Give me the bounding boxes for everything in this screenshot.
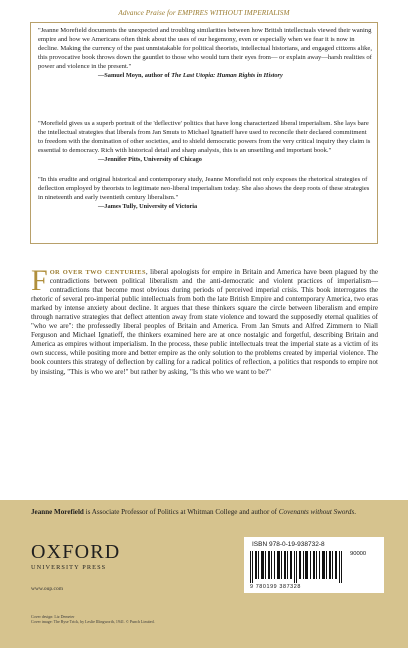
publisher-logo <box>31 542 121 571</box>
praise-quote-1-text: "Jeanne Morefield documents the unexpected and troubling similarities between how British intellectuals viewed their waning empire and how we Americans often think about the uses of our hegemony, even or especially when we fear it is now in decline. Making the currency of the past unmistakable for political theorists, intellectual historians, and engaged citizens alike, this provocative book throws down the gauntlet to those who would turn their eyes from— or explain away—harsh realities of power and violence in the present." <box>38 27 372 70</box>
praise-quote-2-text: "Morefield gives us a superb portrait of the 'deflective' politics that have long characterized liberal imperialism. She lays bare the intellectual strategies that liberals from Jan Smuts to Michael Ignatieff have used to reconcile their declared commitment to freedom with the domination of other societies, and to shield democratic powers from the very critical inquiry they claim is essential to democracy. Rich with historical detail and sharp analysis, this is an unsettling and important book." <box>38 120 371 154</box>
praise-header <box>0 9 408 17</box>
book-description <box>31 264 378 377</box>
barcode-icon <box>250 551 346 583</box>
praise-header-prefix: Advance Praise for <box>118 9 178 17</box>
barcode-digits: 9 780199 387328 <box>250 584 301 590</box>
cover-credits <box>31 614 281 624</box>
cover-image-credit: Cover image: The Ryse Trick, by Leslie Illingworth, 1941. © Punch Limited. <box>31 619 155 624</box>
publisher-subtitle: UNIVERSITY PRESS <box>31 564 107 571</box>
praise-quote-3-attribution: —James Tully, University of Victoria <box>98 202 198 210</box>
praise-quote-1-attribution <box>38 72 373 81</box>
cover-design-credit: Cover design: Liz Demeter <box>31 614 75 619</box>
isbn-barcode-box <box>244 537 384 593</box>
praise-quote-3 <box>38 176 373 212</box>
description-lead: OR OVER TWO CENTURIES <box>49 269 146 276</box>
publisher-name: OXFORD <box>31 541 121 563</box>
praise-header-title: EMPIRES WITHOUT IMPERIALISM <box>177 9 290 17</box>
praise-quote-3-text: "In this erudite and original historical and contemporary study, Jeanne Morefield not only exposes the rhetorical strategies of deflection employed by theorists to legitimate neo-liberal imperialism today. She also shows the deep roots of these strategies in nineteenth and early twentieth century liberalism." <box>38 176 370 201</box>
praise-quote-1-work: The Last Utopia: Human Rights in History <box>171 71 283 79</box>
author-bio <box>31 508 381 517</box>
praise-quote-2-attribution: —Jennifer Pitts, University of Chicago <box>98 155 202 163</box>
praise-quote-1 <box>38 27 373 80</box>
author-bio-text: is Associate Professor of Politics at Whitman College and author of <box>83 508 279 516</box>
drop-cap: F <box>31 264 48 297</box>
praise-quote-1-author: —Samuel Moyn, author of <box>98 71 172 79</box>
author-bio-end: . <box>354 508 356 516</box>
isbn-label: ISBN 978-0-19-938732-8 <box>252 541 325 548</box>
author-previous-book: Covenants without Swords <box>278 508 355 516</box>
author-name: Jeanne Morefield <box>31 508 84 516</box>
price-code: 90000 <box>350 551 367 557</box>
praise-quote-2 <box>38 120 373 165</box>
publisher-url: www.oup.com <box>31 586 64 592</box>
description-text: , liberal apologists for empire in Britain and America have been plagued by the contradictions between political liberalism and the anti-democratic and violent practices of imperialism—contradictions that become most obvious during periods of perceived imperial crisis. This book interrogates the rhetoric of several pro-imperial public intellectuals from both the late British Empire and contemporary America, two eras marked by intense anxiety about decline. It argues that these thinkers square the circle between liberalism and empire through narrative strategies that deflect attention away from state violence and toward the supposedly eternal qualities of "who we are": the professedly liberal peoples of Britain and America. From Jan Smuts and Alfred Zimmern to Niall Ferguson and Michael Ignatieff, the thinkers examined here are at once nostalgic and forgetful, describing Britain and America as empires without imperialism. In the process, these public intellectuals treat the imperial state as a victim of its own success, while positing more and better empire as the only solution to the problems created by imperial violence. The book counters this strategy of deflection by calling for a radical politics of reflection, a politics that responds to empire not by insisting, "This is who we are!" but rather by asking, "Is this who we want to be?" <box>31 268 378 376</box>
